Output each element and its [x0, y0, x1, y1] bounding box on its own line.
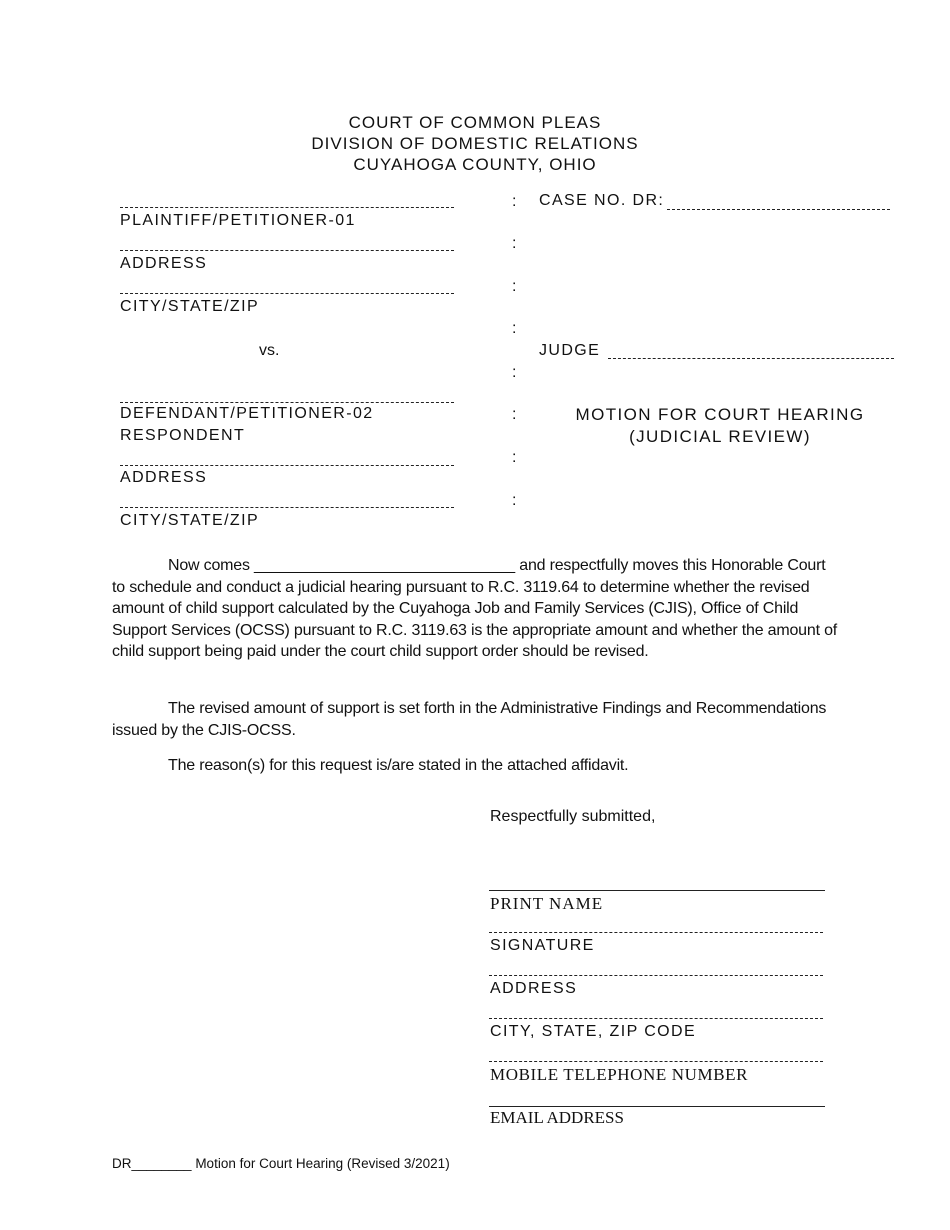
reason-paragraph	[112, 755, 842, 777]
signature-label: SIGNATURE	[490, 937, 595, 954]
judge-name-field[interactable]	[608, 358, 894, 359]
caption-colon: :	[512, 364, 517, 381]
caption-colon: :	[512, 278, 517, 295]
caption-colon: :	[512, 193, 517, 210]
judge-label: JUDGE	[539, 342, 601, 359]
caption-colon: :	[512, 449, 517, 466]
signer-city-line[interactable]	[489, 1018, 823, 1019]
motion-paragraph	[112, 555, 842, 663]
signer-city-label: CITY, STATE, ZIP CODE	[490, 1023, 697, 1040]
movant-name-blank[interactable]: ______________________________	[254, 557, 515, 574]
reason-text: The reason(s) for this request is/are stated in the attached affidavit.	[168, 757, 629, 774]
versus-text: vs.	[259, 342, 280, 359]
plaintiff-name-line[interactable]	[120, 207, 454, 208]
motion-subtitle: (JUDICIAL REVIEW)	[629, 427, 811, 446]
motion-body-text: and respectfully moves this Honorable Court to schedule and conduct a judicial hearing pursuant to R.C. 3119.64 to determine whether the revised amount of child support calculated by the Cuyahoga Job and Family Services (CJIS), Office of Child Support Services (OCSS) pursuant to R.C. 3119.63 is the appropriate amount and whether the amount of child support being paid under the court child support order should be revised.	[112, 557, 838, 660]
caption-colon: :	[512, 492, 517, 509]
email-label: EMAIL ADDRESS	[490, 1108, 624, 1127]
caption-colon: :	[512, 235, 517, 252]
form-footer: DR________ Motion for Court Hearing (Revised 3/2021)	[112, 1156, 450, 1171]
plaintiff-label: PLAINTIFF/PETITIONER-01	[120, 212, 356, 229]
respondent-label: RESPONDENT	[120, 427, 246, 444]
motion-title: MOTION FOR COURT HEARING	[575, 405, 865, 424]
plaintiff-address-line[interactable]	[120, 250, 454, 251]
caption-colon: :	[512, 320, 517, 337]
caption-colon: :	[512, 406, 517, 423]
signature-line[interactable]	[489, 932, 823, 933]
county-name: CUYAHOGA COUNTY, OHIO	[353, 155, 597, 174]
signer-address-label: ADDRESS	[490, 980, 578, 997]
now-comes-text: Now comes	[168, 557, 250, 574]
defendant-label: DEFENDANT/PETITIONER-02	[120, 405, 374, 422]
defendant-city-label: CITY/STATE/ZIP	[120, 512, 260, 529]
plaintiff-city-line[interactable]	[120, 293, 454, 294]
signer-address-line[interactable]	[489, 975, 823, 976]
mobile-label: MOBILE TELEPHONE NUMBER	[490, 1065, 749, 1084]
plaintiff-address-label: ADDRESS	[120, 255, 208, 272]
print-name-label: PRINT NAME	[490, 894, 604, 913]
case-number-field[interactable]	[667, 209, 890, 210]
email-line[interactable]	[489, 1106, 825, 1107]
defendant-address-line[interactable]	[120, 465, 454, 466]
defendant-name-line[interactable]	[120, 402, 454, 403]
case-number-label: CASE NO. DR:	[539, 192, 665, 209]
defendant-city-line[interactable]	[120, 507, 454, 508]
plaintiff-city-label: CITY/STATE/ZIP	[120, 298, 260, 315]
court-name: COURT OF COMMON PLEAS	[348, 113, 602, 132]
support-text: The revised amount of support is set forth in the Administrative Findings and Recommendations issued by the CJIS-OCSS.	[112, 700, 827, 739]
closing-text: Respectfully submitted,	[490, 808, 656, 825]
support-paragraph	[112, 698, 842, 741]
mobile-line[interactable]	[489, 1061, 823, 1062]
division-name: DIVISION OF DOMESTIC RELATIONS	[311, 134, 639, 153]
print-name-line[interactable]	[489, 890, 825, 891]
defendant-address-label: ADDRESS	[120, 469, 208, 486]
